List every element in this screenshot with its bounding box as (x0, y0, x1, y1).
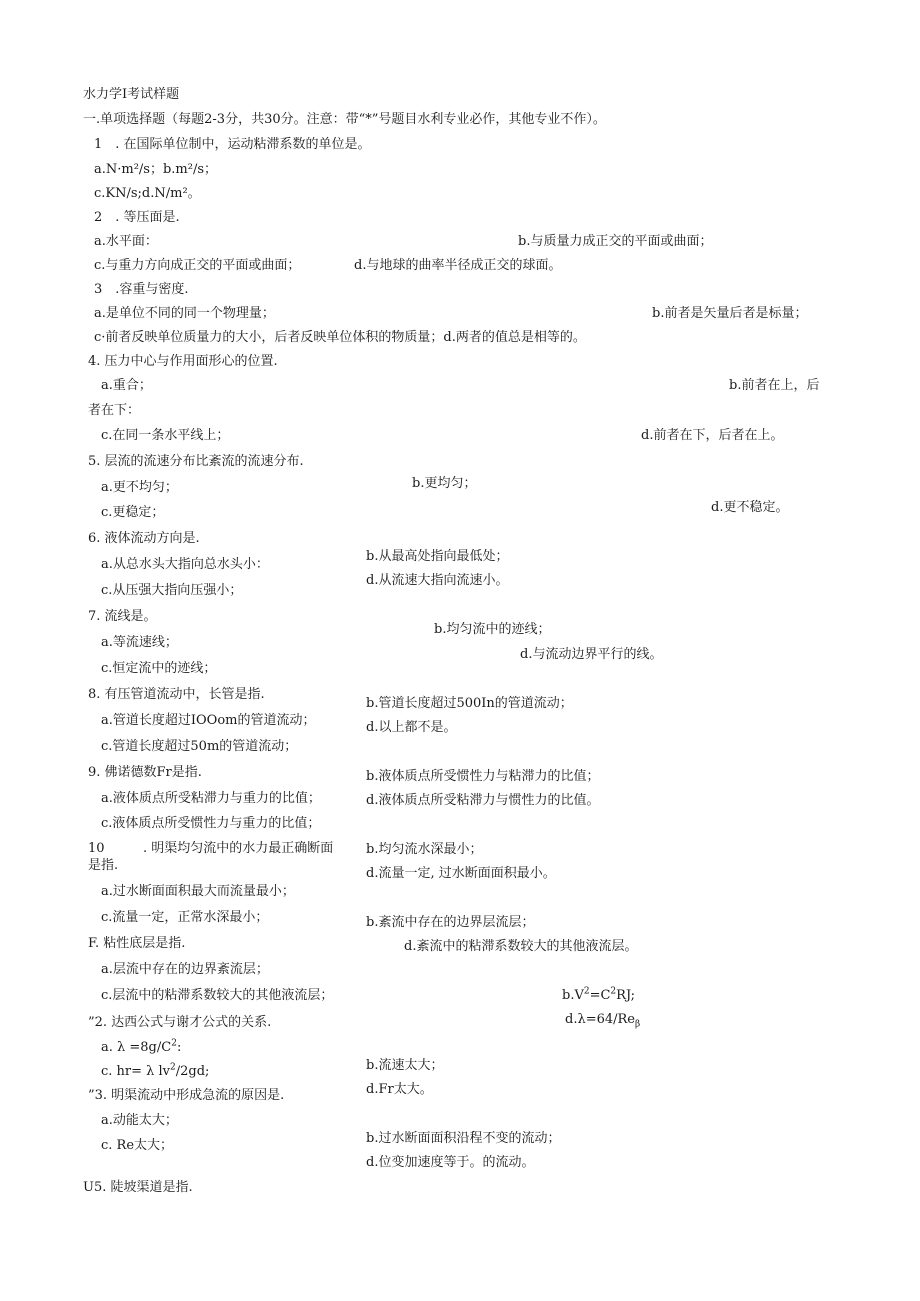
q11-option-b: b.紊流中存在的边界层流层； (366, 915, 535, 930)
q2-option-c: c.与重力方向成正交的平面或曲面； (94, 258, 301, 273)
q8-option-a: a.管道长度超过IOOom的管道流动； (101, 713, 316, 728)
q8-option-d: d.以上都不是。 (366, 720, 457, 735)
q2-option-d: d.与地球的曲率半径成正交的球面。 (354, 258, 562, 273)
q5-stem: 5. 层流的流速分布比紊流的流速分布. (88, 454, 304, 469)
q9-option-c: c.液体质点所受惯性力与重力的比值； (101, 816, 321, 831)
q11-option-a: a.层流中存在的边界紊流层； (101, 962, 269, 977)
q10-stem: . 明渠均匀流中的水力最正确断面 (143, 841, 334, 856)
q12-option-a: a. $\lambda =8g/C^2$: (101, 1038, 182, 1055)
exam-title: 水力学Ⅰ考试样题 (83, 87, 180, 102)
q11-option-d: d.紊流中的粘滞系数较大的其他液流层。 (404, 939, 638, 954)
q4-option-b-continued: 者在下： (88, 403, 141, 418)
q1-options-cd: c.KN/s;d.N/m²。 (94, 186, 201, 201)
q13-option-d: d.Fr太大。 (366, 1082, 433, 1097)
q8-option-c: c.管道长度超过50m的管道流动； (101, 739, 298, 754)
q4-option-c: c.在同一条水平线上； (101, 428, 230, 443)
q6-option-b: b.从最高处指向最低处； (366, 549, 509, 564)
q2-option-a: a.水平面： (94, 234, 158, 249)
q2-stem: 2 . 等压面是. (94, 210, 180, 225)
q11-stem: F. 粘性底层是指. (88, 936, 186, 951)
q9-option-b: b.液体质点所受惯性力与粘滞力的比值； (366, 769, 600, 784)
q4-option-a: a.重合； (101, 378, 152, 393)
q10-number: 10 (88, 841, 105, 856)
q8-stem: 8. 有压管道流动中，长管是指. (88, 687, 265, 702)
q7-option-d: d.与流动边界平行的线。 (520, 647, 663, 662)
q7-option-c: c.恒定流中的迹线； (101, 661, 217, 676)
q14-option-b: b.过水断面面积沿程不变的流动； (366, 1131, 561, 1146)
q12-option-c: c. hr= λ $lv^2/2gd$; (101, 1062, 210, 1079)
q3-stem: 3 .容重与密度. (94, 282, 189, 297)
q8-option-b: b.管道长度超过500In的管道流动； (366, 696, 573, 711)
q6-option-c: c.从压强大指向压强小； (101, 583, 243, 598)
q3-option-b: b.前者是矢量后者是标量； (652, 306, 808, 321)
q12-option-b: $b.V^2=C^2RJ$; (562, 986, 636, 1003)
q5-option-a: a.更不均匀； (101, 480, 178, 495)
q1-options-ab: a.N·m²/s；b.m²/s； (94, 162, 218, 177)
q13-option-a: a.动能太大； (101, 1113, 178, 1128)
q5-option-c: c.更稳定； (101, 505, 165, 520)
q10-option-a: a.过水断面面积最大而流量最小； (101, 884, 295, 899)
q11-option-c: c.层流中的粘滞系数较大的其他液流层； (101, 988, 334, 1003)
q13-option-b: b.流速太大； (366, 1058, 444, 1073)
q3-options-cd: c·前者反映单位质量力的大小，后者反映单位体积的物质量；d.两者的值总是相等的。 (94, 330, 586, 345)
q12-option-d: $d.\lambda=64/Re_\beta$ (565, 1012, 641, 1030)
q6-option-d: d.从流速大指向流速小。 (366, 573, 509, 588)
q4-option-b: b.前者在上，后 (729, 378, 820, 393)
q2-option-b: b.与质量力成正交的平面或曲面； (518, 234, 713, 249)
q7-option-b: b.均匀流中的迹线； (434, 622, 551, 637)
q9-option-a: a.液体质点所受粘滞力与重力的比值； (101, 791, 321, 806)
q5-option-d: d.更不稳定。 (711, 500, 789, 515)
q5-option-b: b.更均匀； (412, 476, 477, 491)
q3-option-a: a.是单位不同的同一个物理量； (94, 306, 275, 321)
q15-stem: U5. 陡坡渠道是指. (83, 1180, 193, 1195)
q10-option-b: b.均匀流水深最小； (366, 842, 483, 857)
q9-option-d: d.液体质点所受粘滞力与惯性力的比值。 (366, 793, 600, 808)
section-heading: 一.单项选择题（每题2-3分，共30分。注意：带“*”号题目水利专业必作，其他专业不作）。 (83, 112, 606, 127)
q4-stem: 4. 压力中心与作用面形心的位置. (88, 354, 278, 369)
q10-option-c: c.流量一定，正常水深最小； (101, 910, 269, 925)
q9-stem: 9. 佛诺德数Fr是指. (88, 765, 202, 780)
q10-option-d: d.流量一定, 过水断面面积最小。 (366, 866, 556, 881)
q1-stem: 1 . 在国际单位制中，运动粘滞系数的单位是。 (94, 137, 371, 152)
q4-option-d: d.前者在下，后者在上。 (641, 428, 784, 443)
q6-stem: 6. 液体流动方向是. (88, 531, 200, 546)
q6-option-a: a.从总水头大指向总水头小： (101, 557, 269, 572)
q7-option-a: a.等流速线； (101, 635, 178, 650)
q12-stem: ”2. 达西公式与谢才公式的关系. (88, 1015, 272, 1030)
q14-option-d: d.位变加速度等于。的流动。 (366, 1155, 535, 1170)
q7-stem: 7. 流线是。 (88, 609, 157, 624)
q13-stem: ”3. 明渠流动中形成急流的原因是. (88, 1088, 285, 1103)
q13-option-c: c. Re太大； (101, 1138, 174, 1153)
q10-stem-line2: 是指. (88, 858, 119, 873)
